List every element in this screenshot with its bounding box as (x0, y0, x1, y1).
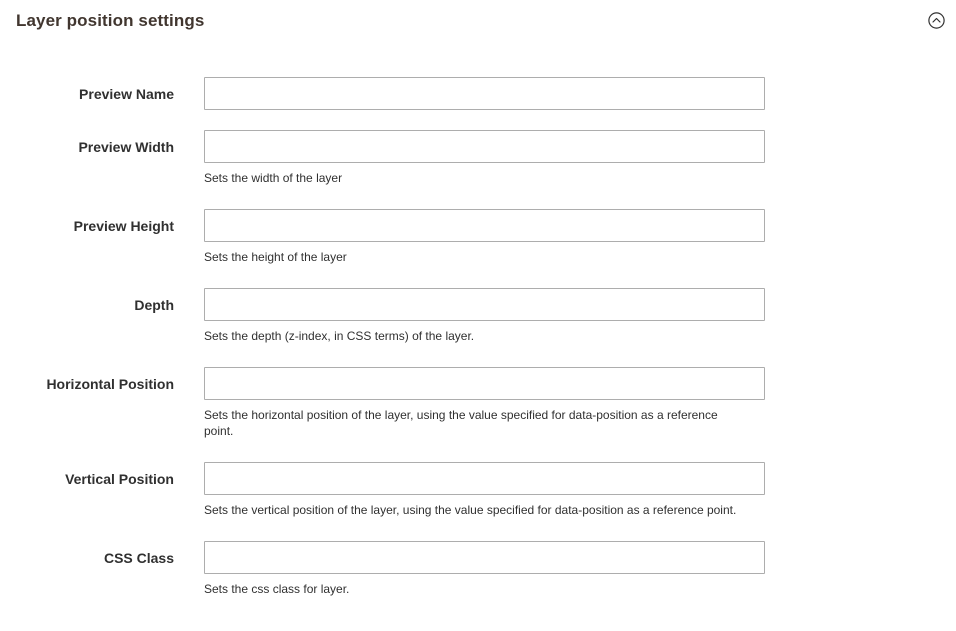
section-title: Layer position settings (16, 11, 205, 30)
depth-label: Depth (134, 297, 174, 313)
horizontal-position-input[interactable] (204, 367, 765, 400)
preview-name-label: Preview Name (79, 86, 174, 102)
css-class-note: Sets the css class for layer. (204, 582, 350, 596)
preview-height-label: Preview Height (73, 218, 174, 234)
horizontal-position-label: Horizontal Position (46, 376, 174, 392)
section-header[interactable] (0, 0, 956, 44)
css-class-input[interactable] (204, 541, 765, 574)
preview-width-note: Sets the width of the layer (204, 171, 343, 185)
horizontal-position-note: Sets the horizontal position of the layer, using the value specified for data-position as a reference point. (204, 408, 718, 438)
vertical-position-label: Vertical Position (65, 471, 174, 487)
css-class-label: CSS Class (103, 550, 174, 566)
vertical-position-input[interactable] (204, 462, 765, 495)
depth-input[interactable] (204, 288, 765, 321)
preview-name-input[interactable] (204, 77, 765, 110)
preview-width-input[interactable] (204, 130, 765, 163)
preview-height-note: Sets the height of the layer (204, 250, 347, 264)
preview-width-label: Preview Width (78, 139, 174, 155)
vertical-position-note: Sets the vertical position of the layer, using the value specified for data-position as a reference point. (204, 503, 737, 517)
depth-note: Sets the depth (z-index, in CSS terms) of the layer. (204, 329, 475, 343)
preview-height-input[interactable] (204, 209, 765, 242)
chevron-up-circle-icon[interactable] (928, 12, 945, 29)
